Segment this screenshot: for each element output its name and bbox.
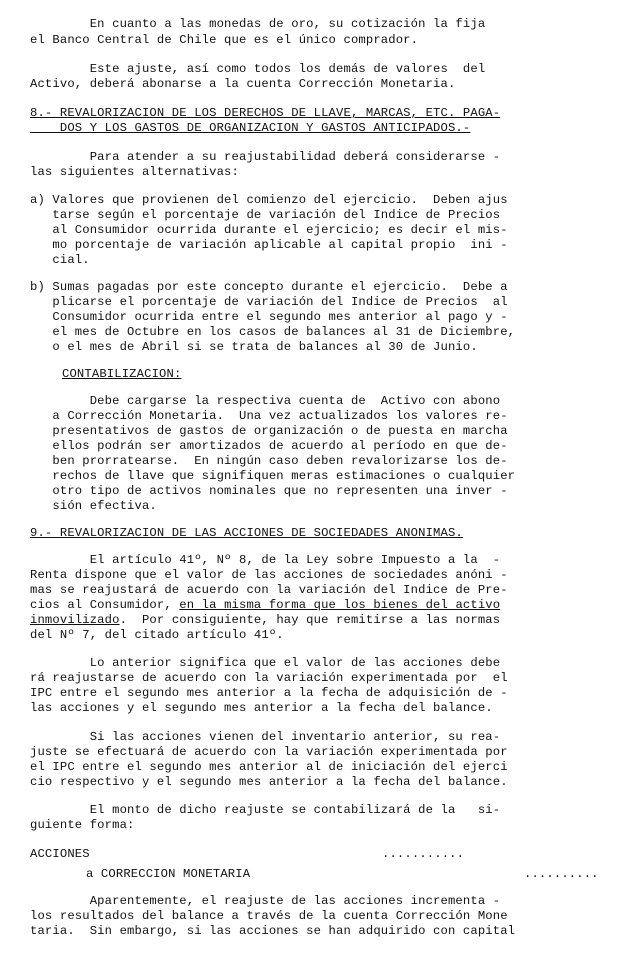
p4-underlined-inmovilizado: inmovilizado — [30, 613, 120, 627]
p2-line-2: Activo, deberá abonarse a la cuenta Corrección Monetaria. — [30, 77, 456, 91]
contab-line-1: Debe cargarse la respectiva cuenta de Activo con abono — [30, 394, 501, 408]
p4-line-2: Renta dispone que el valor de las acciones de sociedades anóni - — [30, 568, 508, 582]
p3-line-2: las siguientes alternativas: — [30, 165, 239, 179]
p1-line-1: En cuanto a las monedas de oro, su cotización la fija — [30, 17, 486, 31]
section-8-heading-line-1: 8.- REVALORIZACION DE LOS DERECHOS DE LLAVE, MARCAS, ETC. PAGA- — [30, 106, 501, 120]
entry-credit-account: a CORRECCION MONETARIA — [86, 867, 251, 881]
item-b-line-1: b) Sumas pagadas por este concepto durante el ejercicio. Debe a — [30, 280, 508, 294]
contab-line-7: otro tipo de activos nominales que no representen una inver - — [30, 484, 508, 498]
p8-line-2: los resultados del balance a través de la cuenta Corrección Mone — [30, 909, 508, 923]
p6-line-1: Si las acciones vienen del inventario anterior, su rea- — [30, 730, 501, 744]
p4-line-5-rest: . Por consiguiente, hay que remitirse a las normas — [119, 613, 501, 627]
p6-line-4: cio respectivo y el segundo mes anterior a la fecha del balance. — [30, 775, 508, 789]
p7-line-1: El monto de dicho reajuste se contabilizará de la si- — [30, 803, 501, 817]
section-9-heading: 9.- REVALORIZACION DE LAS ACCIONES DE SOCIEDADES ANONIMAS. — [30, 526, 463, 540]
p8-line-3: taria. Sin embargo, si las acciones se han adquirido con capital — [30, 924, 516, 938]
item-a-line-2: tarse según el porcentaje de variación del Indice de Precios — [30, 208, 501, 222]
contab-line-2: a Corrección Monetaria. Una vez actualizados los valores re- — [30, 409, 508, 423]
item-b-line-2: plicarse el porcentaje de variación del Indice de Precios al — [30, 295, 508, 309]
p6-line-2: juste se efectuará de acuerdo con la variación experimentada por — [30, 745, 508, 759]
p5-line-2: rá reajustarse de acuerdo con la variación experimentada por el — [30, 671, 508, 685]
p6-line-3: el IPC entre el segundo mes anterior al de iniciación del ejerci — [30, 760, 508, 774]
contabilizacion-heading: CONTABILIZACION: — [62, 367, 182, 381]
p5-line-1: Lo anterior significa que el valor de las acciones debe — [30, 656, 501, 670]
contab-line-5: ben prorratearse. En ningún caso deben revalorizarse los de- — [30, 454, 508, 468]
contab-line-8: sión efectiva. — [30, 499, 157, 513]
p8-line-1: Aparentemente, el reajuste de las acciones incrementa - — [30, 894, 501, 908]
entry-debit-dots: ........... — [382, 847, 465, 861]
p4-line-4-plain: cios al Consumidor, — [30, 598, 180, 612]
p4-line-6: del Nº 7, del citado artículo 41º. — [30, 628, 284, 642]
p4-line-4 — [30, 598, 500, 612]
item-a-line-5: cial. — [30, 253, 90, 267]
p4-line-3: mas se reajustará de acuerdo con la variación del Indice de Pre- — [30, 583, 508, 597]
item-b-line-4: el mes de Octubre en los casos de balances al 31 de Diciembre, — [30, 325, 516, 339]
contab-line-3: presentativos de gastos de organización o de puesta en marcha — [30, 424, 508, 438]
item-b-line-3: Consumidor ocurrida entre el segundo mes anterior al pago y - — [30, 310, 508, 324]
entry-debit-account: ACCIONES — [30, 847, 90, 861]
entry-credit-dots: .......... — [524, 867, 599, 881]
contab-line-6: rechos de llave que signifiquen meras estimaciones o cualquier — [30, 469, 516, 483]
p2-line-1: Este ajuste, así como todos los demás de valores del — [30, 62, 486, 76]
p7-line-2: guiente forma: — [30, 818, 135, 832]
p4-line-1: El artículo 41º, Nº 8, de la Ley sobre Impuesto a la - — [30, 553, 501, 567]
p1-line-2: el Banco Central de Chile que es el único comprador. — [30, 33, 419, 47]
p5-line-3: IPC entre el segundo mes anterior a la fecha de adquisición de - — [30, 686, 508, 700]
item-a-line-1: a) Valores que provienen del comienzo del ejercicio. Deben ajus — [30, 193, 508, 207]
contab-line-4: ellos podrán ser amortizados de acuerdo al período en que de- — [30, 439, 508, 453]
item-a-line-3: al Consumidor ocurrida durante el ejercicio; es decir el mis- — [30, 223, 508, 237]
p5-line-4: las acciones y el segundo mes anterior a la fecha del balance. — [30, 701, 493, 715]
p4-line-5 — [30, 613, 500, 627]
p3-line-1: Para atender a su reajustabilidad deberá considerarse - — [30, 150, 501, 164]
item-a-line-4: mo porcentaje de variación aplicable al capital propio ini - — [30, 238, 508, 252]
section-8-heading-line-2: DOS Y LOS GASTOS DE ORGANIZACION Y GASTOS ANTICIPADOS.- — [30, 121, 471, 135]
item-b-line-5: o el mes de Abril si se trata de balances al 30 de Junio. — [30, 340, 478, 354]
p4-underlined-phrase: en la misma forma que los bienes del activo — [179, 598, 501, 612]
